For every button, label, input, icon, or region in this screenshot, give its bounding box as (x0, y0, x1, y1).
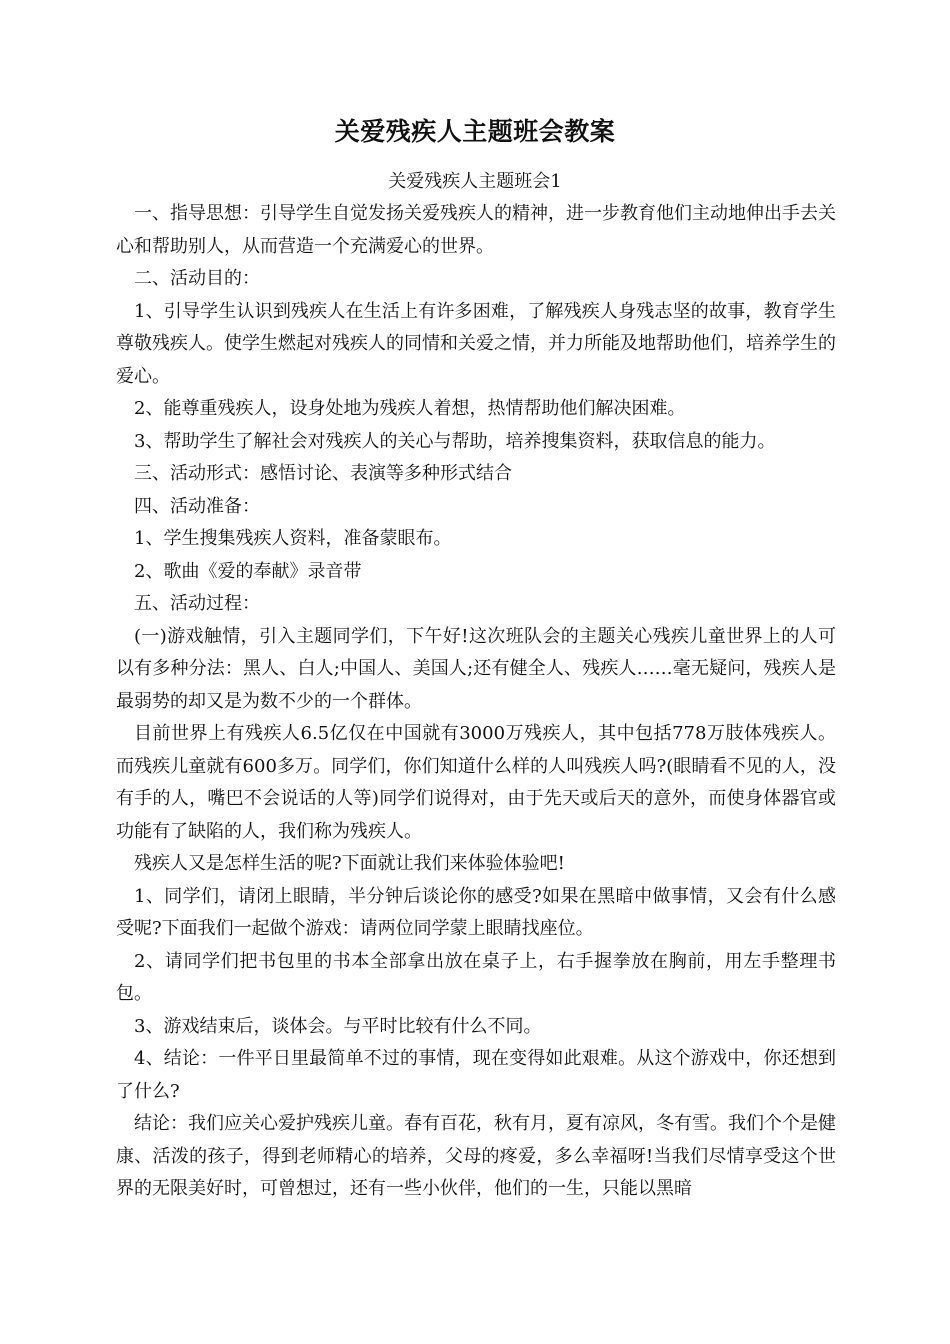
paragraph-purpose-3: 3、帮助学生了解社会对残疾人的关心与帮助，培养搜集资料，获取信息的能力。 (134, 430, 776, 452)
paragraph-conclusion: 结论：我们应关心爱护残疾儿童。春有百花，秋有月，夏有凉风，冬有雪。我们个个是健康、活泼的孩子，得到老师精心的培养，父母的疼爱，多么幸福呀!当我们尽情享受这个世界的无限美好时，可曾想过，还有一些小伙伴，他们的一生，只能以黑暗 (116, 1113, 836, 1199)
paragraph-process-heading: 五、活动过程： (134, 593, 260, 614)
document-body (116, 198, 836, 1206)
paragraph-step-3: 3、游戏结束后，谈体会。与平时比较有什么不同。 (134, 1015, 542, 1037)
paragraph-activity-purpose-heading: 二、活动目的： (134, 268, 260, 289)
paragraph-statistics: 目前世界上有残疾人6.5亿仅在中国就有3000万残疾人，其中包括778万肢体残疾人。而残疾儿童就有600多万。同学们，你们知道什么样的人叫残疾人吗?(眼睛看不见的人，没有手的人，嘴巴不会说话的人等)同学们说得对，由于先天或后天的意外，而使身体器官或功能有了缺陷的人，我们称为残疾人。 (116, 723, 836, 842)
paragraph-step-4: 4、结论：一件平日里最简单不过的事情，现在变得如此艰难。从这个游戏中，你还想到了什么? (116, 1048, 836, 1102)
document-subtitle: 关爱残疾人主题班会1 (388, 171, 562, 192)
paragraph-purpose-1: 1、引导学生认识到残疾人在生活上有许多困难，了解残疾人身残志坚的故事，教育学生尊敬残疾人。使学生燃起对残疾人的同情和关爱之情，并力所能及地帮助他们，培养学生的爱心。 (116, 300, 836, 387)
paragraph-step-1: 1、同学们，请闭上眼睛，半分钟后谈论你的感受?如果在黑暗中做事情，又会有什么感受呢?下面我们一起做个游戏：请两位同学蒙上眼睛找座位。 (116, 885, 836, 939)
paragraph-step-2: 2、请同学们把书包里的书本全部拿出放在桌子上，右手握拳放在胸前，用左手整理书包。 (116, 950, 836, 1004)
paragraph-preparation-heading: 四、活动准备： (134, 495, 260, 517)
paragraph-guiding-ideas: 一、指导思想：引导学生自觉发扬关爱残疾人的精神，进一步教育他们主动地伸出手去关心和帮助别人，从而营造一个充满爱心的世界。 (116, 203, 836, 257)
paragraph-preparation-2: 2、歌曲《爱的奉献》录音带 (134, 560, 362, 582)
paragraph-game-intro: (一)游戏触情，引入主题同学们，下午好!这次班队会的主题关心残疾儿童世界上的人可以有多种分法：黑人、白人;中国人、美国人;还有健全人、残疾人……毫无疑问，残疾人是最弱势的却又是为数不少的一个群体。 (116, 625, 836, 712)
paragraph-experience-intro: 残疾人又是怎样生活的呢?下面就让我们来体验体验吧! (134, 853, 565, 874)
document-title: 关爱残疾人主题班会教案 (334, 117, 616, 146)
paragraph-purpose-2: 2、能尊重残疾人，设身处地为残疾人着想，热情帮助他们解决困难。 (134, 398, 686, 419)
paragraph-activity-form: 三、活动形式：感悟讨论、表演等多种形式结合 (134, 463, 512, 484)
paragraph-preparation-1: 1、学生搜集残疾人资料，准备蒙眼布。 (134, 528, 452, 549)
